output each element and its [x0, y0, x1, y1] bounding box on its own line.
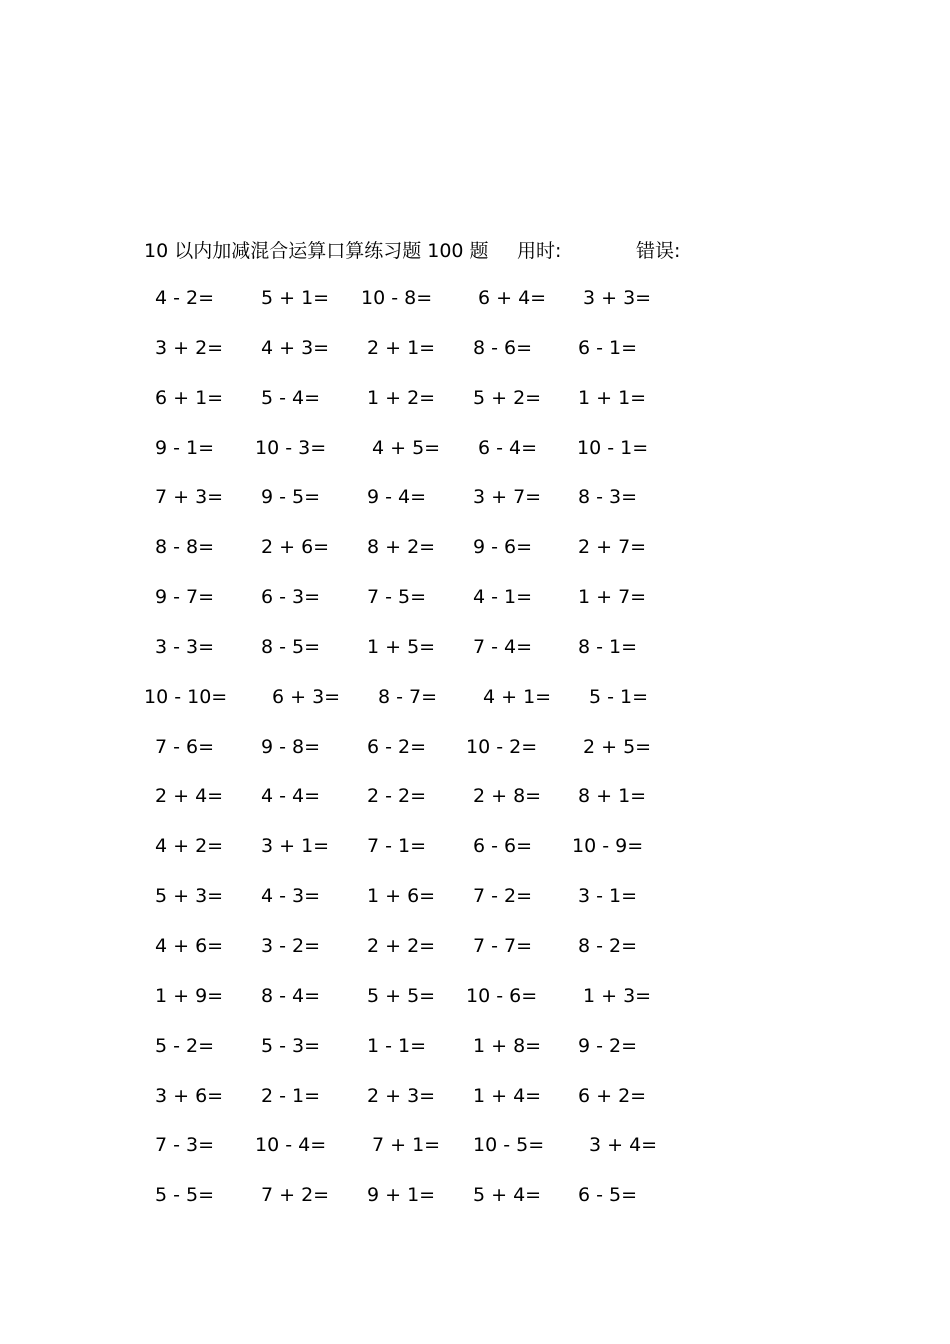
- problem-item: 9 - 8=: [261, 735, 321, 758]
- problem-item: 6 + 1=: [155, 386, 224, 409]
- problem-item: 2 - 1=: [261, 1084, 321, 1107]
- problem-row: [0, 832, 950, 882]
- problem-item: 6 - 2=: [367, 735, 427, 758]
- problem-item: 9 - 4=: [367, 486, 427, 509]
- problem-item: 7 + 2=: [261, 1184, 330, 1207]
- worksheet-title: 10 以内加减混合运算口算练习题 100 题: [144, 240, 489, 262]
- problem-item: 7 - 4=: [473, 635, 533, 658]
- problem-row: [0, 982, 950, 1032]
- problem-item: 8 - 8=: [155, 536, 215, 559]
- problem-item: 7 - 3=: [155, 1134, 215, 1157]
- problem-row: [0, 1131, 950, 1181]
- problem-item: 7 + 1=: [372, 1134, 441, 1157]
- problem-item: 5 - 5=: [155, 1184, 215, 1207]
- problem-item: 4 + 2=: [155, 835, 224, 858]
- problem-item: 9 - 2=: [578, 1034, 638, 1057]
- problem-item: 2 + 1=: [367, 336, 436, 359]
- problem-row: [0, 1032, 950, 1082]
- problem-item: 5 - 4=: [261, 386, 321, 409]
- problem-item: 5 - 1=: [589, 685, 649, 708]
- problem-item: 10 - 3=: [255, 436, 327, 459]
- problem-row: [0, 1181, 950, 1231]
- problem-item: 4 + 1=: [483, 685, 552, 708]
- problem-item: 2 + 3=: [367, 1084, 436, 1107]
- problem-item: 8 - 2=: [578, 934, 638, 957]
- problem-item: 5 + 4=: [473, 1184, 542, 1207]
- problem-item: 6 - 6=: [473, 835, 533, 858]
- problem-item: 8 + 2=: [367, 536, 436, 559]
- problem-row: [0, 533, 950, 583]
- problem-item: 3 + 6=: [155, 1084, 224, 1107]
- problem-item: 6 - 1=: [578, 336, 638, 359]
- problem-item: 2 + 4=: [155, 785, 224, 808]
- problem-item: 8 - 6=: [473, 336, 533, 359]
- problem-item: 7 - 2=: [473, 885, 533, 908]
- problem-row: [0, 782, 950, 832]
- problem-item: 2 + 2=: [367, 934, 436, 957]
- time-used-label: 用时:: [517, 240, 562, 262]
- problem-item: 9 - 6=: [473, 536, 533, 559]
- problem-item: 3 + 3=: [583, 287, 652, 309]
- problem-item: 1 + 8=: [473, 1034, 542, 1057]
- problem-item: 7 + 3=: [155, 486, 224, 509]
- problem-item: 8 + 1=: [578, 785, 647, 808]
- problem-item: 8 - 1=: [578, 635, 638, 658]
- problem-item: 4 - 1=: [473, 586, 533, 609]
- problem-row: [0, 683, 950, 733]
- problem-item: 4 - 3=: [261, 885, 321, 908]
- problem-item: 5 + 5=: [367, 984, 436, 1007]
- problem-item: 1 + 3=: [583, 984, 652, 1007]
- problem-item: 10 - 10=: [144, 685, 228, 708]
- problem-row: [0, 733, 950, 783]
- problem-item: 10 - 2=: [466, 735, 538, 758]
- problem-item: 5 - 2=: [155, 1034, 215, 1057]
- problem-item: 3 + 2=: [155, 336, 224, 359]
- problem-item: 4 - 4=: [261, 785, 321, 808]
- problem-row: [0, 583, 950, 633]
- problem-item: 3 - 2=: [261, 934, 321, 957]
- problem-item: 9 + 1=: [367, 1184, 436, 1207]
- problem-row: [0, 483, 950, 533]
- problem-row: [0, 334, 950, 384]
- problem-item: 3 - 1=: [578, 885, 638, 908]
- problem-item: 7 - 6=: [155, 735, 215, 758]
- problem-item: 3 + 7=: [473, 486, 542, 509]
- problem-item: 8 - 5=: [261, 635, 321, 658]
- problem-item: 2 - 2=: [367, 785, 427, 808]
- problem-item: 8 - 3=: [578, 486, 638, 509]
- problem-item: 7 - 1=: [367, 835, 427, 858]
- problem-item: 2 + 6=: [261, 536, 330, 559]
- problem-item: 1 - 1=: [367, 1034, 427, 1057]
- problem-item: 8 - 7=: [378, 685, 438, 708]
- problem-row: [0, 882, 950, 932]
- problem-item: 4 + 6=: [155, 934, 224, 957]
- problem-item: 2 + 5=: [583, 735, 652, 758]
- problem-item: 6 - 4=: [478, 436, 538, 459]
- problem-row: [0, 284, 950, 334]
- problem-item: 5 + 2=: [473, 386, 542, 409]
- problem-item: 4 - 2=: [155, 287, 215, 309]
- problem-item: 5 - 3=: [261, 1034, 321, 1057]
- problem-item: 4 + 5=: [372, 436, 441, 459]
- problem-item: 6 - 3=: [261, 586, 321, 609]
- problem-item: 10 - 5=: [473, 1134, 545, 1157]
- problem-item: 6 + 3=: [272, 685, 341, 708]
- problem-item: 1 + 9=: [155, 984, 224, 1007]
- problem-item: 5 + 3=: [155, 885, 224, 908]
- problem-row: [0, 434, 950, 484]
- problem-item: 1 + 1=: [578, 386, 647, 409]
- problem-item: 10 - 9=: [572, 835, 644, 858]
- problem-row: [0, 633, 950, 683]
- problem-item: 10 - 4=: [255, 1134, 327, 1157]
- problem-item: 3 - 3=: [155, 635, 215, 658]
- problem-row: [0, 1082, 950, 1132]
- problem-item: 3 + 4=: [589, 1134, 658, 1157]
- problem-item: 6 + 4=: [478, 287, 547, 309]
- problem-item: 10 - 6=: [466, 984, 538, 1007]
- problem-item: 9 - 1=: [155, 436, 215, 459]
- problem-item: 1 + 4=: [473, 1084, 542, 1107]
- worksheet-header: [144, 236, 744, 264]
- problem-item: 1 + 7=: [578, 586, 647, 609]
- problem-item: 6 - 5=: [578, 1184, 638, 1207]
- problem-item: 8 - 4=: [261, 984, 321, 1007]
- problem-item: 6 + 2=: [578, 1084, 647, 1107]
- problem-item: 1 + 6=: [367, 885, 436, 908]
- problem-item: 2 + 7=: [578, 536, 647, 559]
- problem-item: 5 + 1=: [261, 287, 330, 309]
- problem-item: 1 + 2=: [367, 386, 436, 409]
- problem-item: 3 + 1=: [261, 835, 330, 858]
- problem-grid: [0, 284, 950, 1231]
- problem-item: 4 + 3=: [261, 336, 330, 359]
- problem-item: 10 - 8=: [361, 287, 433, 309]
- problem-item: 7 - 7=: [473, 934, 533, 957]
- problem-row: [0, 384, 950, 434]
- problem-row: [0, 932, 950, 982]
- errors-label: 错误:: [636, 240, 681, 262]
- problem-item: 7 - 5=: [367, 586, 427, 609]
- problem-item: 2 + 8=: [473, 785, 542, 808]
- problem-item: 10 - 1=: [577, 436, 649, 459]
- problem-item: 9 - 5=: [261, 486, 321, 509]
- problem-item: 9 - 7=: [155, 586, 215, 609]
- problem-item: 1 + 5=: [367, 635, 436, 658]
